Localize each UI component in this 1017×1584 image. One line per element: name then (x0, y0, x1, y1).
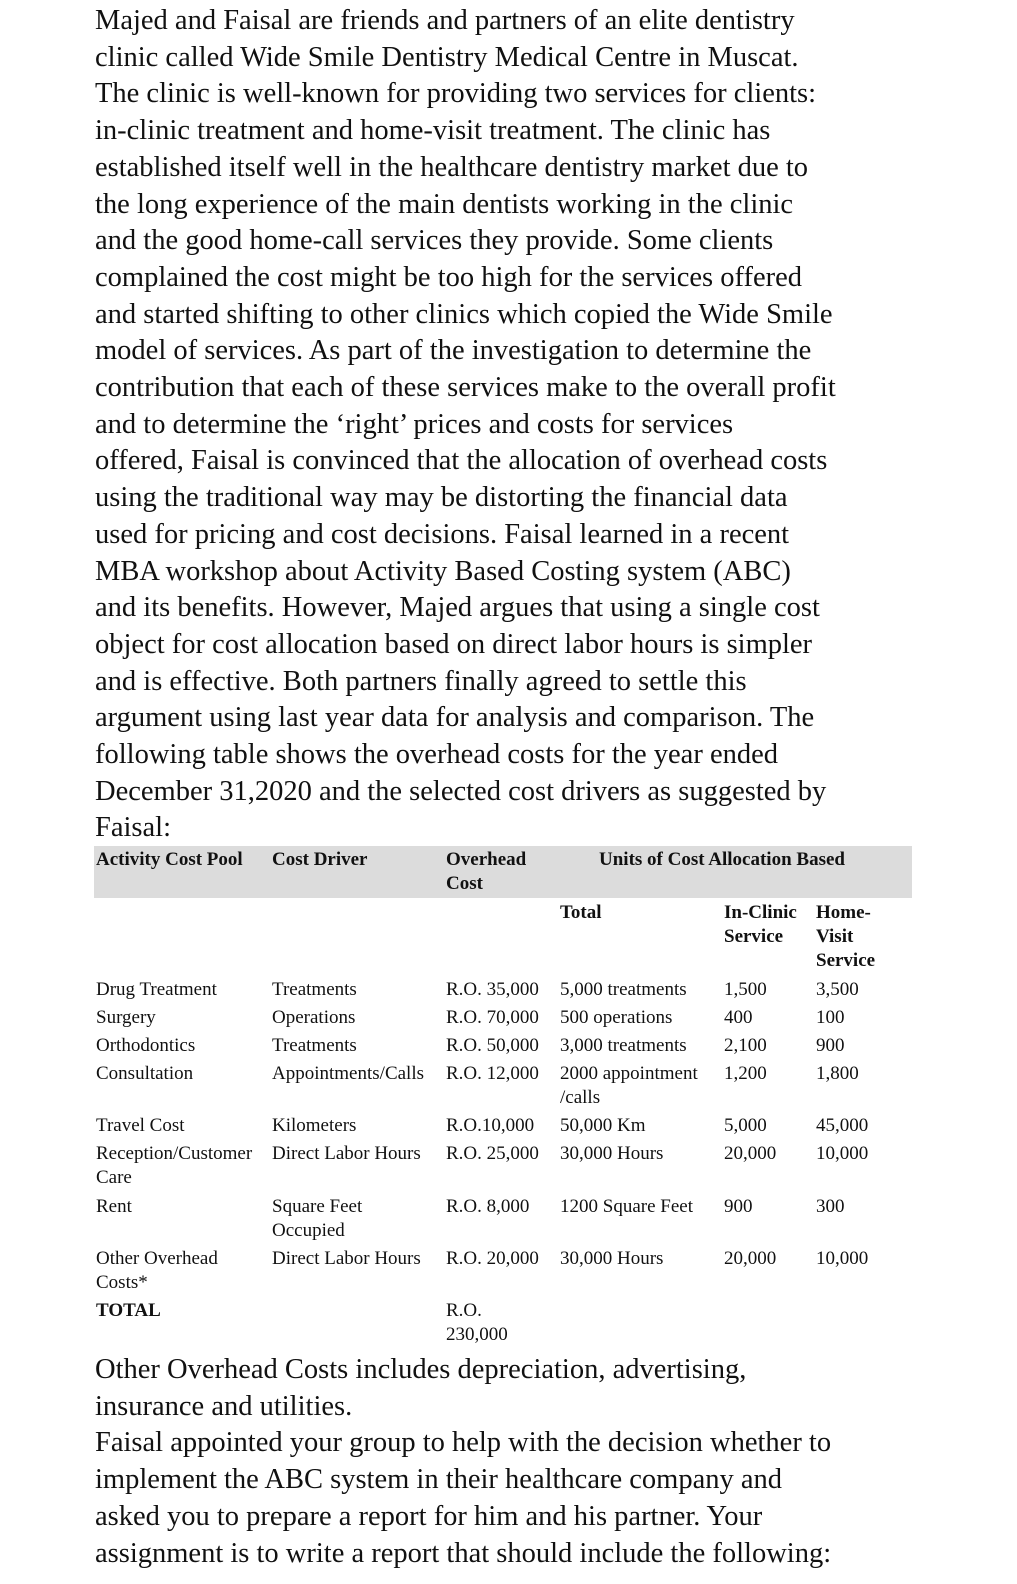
intro-line: and is effective. Both partners finally agreed to settle this (95, 665, 747, 697)
cell-cost: R.O. 25,000 (446, 1143, 539, 1164)
cell-activity: Orthodontics (96, 1035, 196, 1056)
cell-in-clinic: 20,000 (724, 1248, 777, 1269)
intro-line: and started shifting to other clinics which copied the Wide Smile (95, 298, 833, 330)
cell-total: 3,000 treatments (560, 1035, 687, 1056)
intro-line: argument using last year data for analysis and comparison. The (95, 702, 815, 734)
header-home-visit-line2: Visit (816, 926, 854, 947)
cell-cost: R.O. 35,000 (446, 979, 539, 1000)
header-units-of-cost-allocation: Units of Cost Allocation Based (599, 849, 845, 870)
cell-cost: R.O. 50,000 (446, 1035, 539, 1056)
cell-home-visit: 10,000 (816, 1248, 869, 1269)
header-cost-driver: Cost Driver (272, 849, 368, 870)
cell-total: 2000 appointment (560, 1063, 698, 1084)
cell-activity: Drug Treatment (96, 979, 217, 1000)
cell-activity: Other Overhead (96, 1248, 218, 1269)
cell-home-visit: 1,800 (816, 1063, 859, 1084)
cell-home-visit: 10,000 (816, 1143, 869, 1164)
intro-line: and the good home-call services they provide. Some clients (95, 225, 774, 257)
cell-total: 1200 Square Feet (560, 1196, 693, 1217)
intro-line: complained the cost might be too high for the services offered (95, 261, 803, 293)
cell-home-visit: 100 (816, 1007, 845, 1028)
header-total: Total (560, 902, 602, 923)
cell-home-visit: 900 (816, 1035, 845, 1056)
outro-line: implement the ABC system in their healthcare company and (95, 1464, 782, 1496)
cell-in-clinic: 20,000 (724, 1143, 777, 1164)
cell-in-clinic: 5,000 (724, 1115, 767, 1136)
cell-cost: R.O. 8,000 (446, 1196, 530, 1217)
cell-cost: R.O. 12,000 (446, 1063, 539, 1084)
total-cost: R.O. (446, 1300, 482, 1321)
total-cost-line2: 230,000 (446, 1324, 508, 1345)
closing-paragraph (95, 1352, 925, 1572)
cell-in-clinic: 400 (724, 1007, 753, 1028)
header-overhead-cost: Overhead (446, 849, 527, 870)
header-home-visit: Home- (816, 902, 871, 923)
cell-driver: Kilometers (272, 1115, 357, 1136)
cell-home-visit: 45,000 (816, 1115, 869, 1136)
cell-total: 500 operations (560, 1007, 673, 1028)
intro-line: and to determine the ‘right’ prices and costs for services (95, 408, 734, 440)
cell-home-visit: 300 (816, 1196, 845, 1217)
cell-driver: Direct Labor Hours (272, 1143, 421, 1164)
header-activity-cost-pool: Activity Cost Pool (96, 849, 243, 870)
cell-driver: Square Feet (272, 1196, 363, 1217)
cell-activity: Travel Cost (96, 1115, 185, 1136)
intro-line: following table shows the overhead costs for the year ended (95, 739, 778, 771)
cell-in-clinic: 900 (724, 1196, 753, 1217)
cell-total-line2: /calls (560, 1087, 601, 1108)
cell-driver-line2: Occupied (272, 1220, 345, 1241)
cell-activity: Surgery (96, 1007, 156, 1028)
intro-line: and its benefits. However, Majed argues that using a single cost (95, 592, 820, 624)
outro-line: asked you to prepare a report for him and his partner. Your (95, 1500, 763, 1532)
intro-line: Faisal: (95, 812, 171, 844)
intro-line: in-clinic treatment and home-visit treatment. The clinic has (95, 115, 771, 147)
header-in-clinic-line2: Service (724, 926, 784, 947)
cell-activity: Rent (96, 1196, 132, 1217)
header-in-clinic: In-Clinic (724, 902, 797, 923)
cell-total: 30,000 Hours (560, 1143, 664, 1164)
cell-activity: Consultation (96, 1063, 194, 1084)
cell-in-clinic: 1,200 (724, 1063, 767, 1084)
outro-line: Faisal appointed your group to help with the decision whether to (95, 1427, 832, 1459)
intro-line: using the traditional way may be distorting the financial data (95, 482, 788, 514)
intro-line: The clinic is well-known for providing two services for clients: (95, 78, 817, 110)
intro-line: Majed and Faisal are friends and partners of an elite dentistry (95, 5, 795, 36)
intro-paragraph (95, 3, 925, 847)
total-label: TOTAL (96, 1300, 161, 1321)
cell-in-clinic: 1,500 (724, 979, 767, 1000)
intro-line: December 31,2020 and the selected cost drivers as suggested by (95, 775, 827, 807)
header-overhead-cost-line2: Cost (446, 873, 483, 894)
cell-activity-line2: Costs* (96, 1272, 148, 1293)
header-home-visit-line3: Service (816, 950, 876, 971)
intro-line: established itself well in the healthcare dentistry market due to (95, 151, 809, 183)
intro-line: used for pricing and cost decisions. Faisal learned in a recent (95, 518, 790, 550)
outro-line: insurance and utilities. (95, 1390, 353, 1422)
intro-line: offered, Faisal is convinced that the allocation of overhead costs (95, 445, 828, 477)
cell-driver: Operations (272, 1007, 356, 1028)
cell-driver: Treatments (272, 1035, 357, 1056)
cell-activity-line2: Care (96, 1167, 132, 1188)
cell-cost: R.O.10,000 (446, 1115, 535, 1136)
outro-line: assignment is to write a report that should include the following: (95, 1537, 832, 1569)
intro-line: MBA workshop about Activity Based Costing system (ABC) (95, 555, 791, 587)
intro-line: object for cost allocation based on direct labor hours is simpler (95, 628, 813, 660)
outro-line: Other Overhead Costs includes depreciation, advertising, (95, 1354, 747, 1385)
cell-driver: Appointments/Calls (272, 1063, 424, 1084)
intro-line: clinic called Wide Smile Dentistry Medical Centre in Muscat. (95, 41, 799, 73)
intro-line: the long experience of the main dentists working in the clinic (95, 188, 794, 220)
intro-line: model of services. As part of the investigation to determine the (95, 335, 812, 367)
cell-in-clinic: 2,100 (724, 1035, 767, 1056)
cell-driver: Direct Labor Hours (272, 1248, 421, 1269)
cell-total: 5,000 treatments (560, 979, 687, 1000)
cell-home-visit: 3,500 (816, 979, 859, 1000)
intro-line: contribution that each of these services make to the overall profit (95, 372, 836, 404)
cell-cost: R.O. 70,000 (446, 1007, 539, 1028)
cell-cost: R.O. 20,000 (446, 1248, 539, 1269)
cell-activity: Reception/Customer (96, 1143, 253, 1164)
cell-driver: Treatments (272, 979, 357, 1000)
cell-total: 30,000 Hours (560, 1248, 664, 1269)
cell-total: 50,000 Km (560, 1115, 646, 1136)
